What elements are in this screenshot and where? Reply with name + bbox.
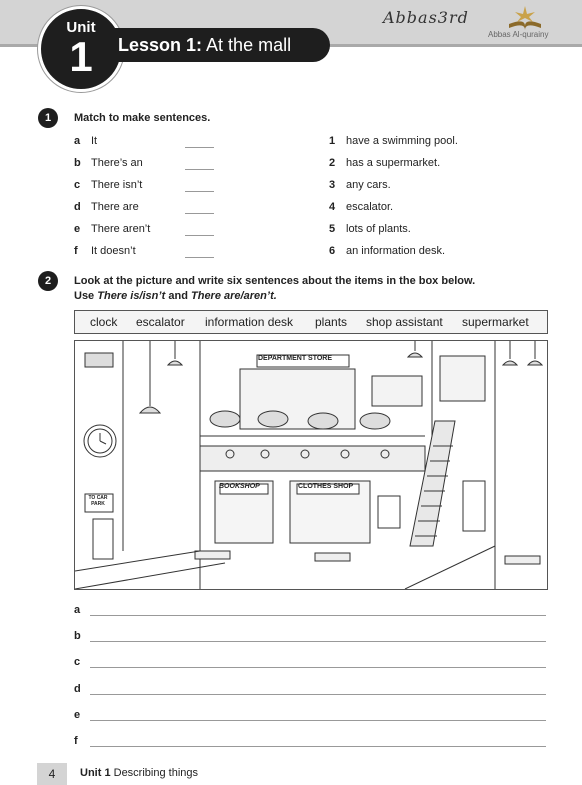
match-text: There’s an bbox=[91, 157, 143, 169]
footer-unit: Unit 1 bbox=[80, 767, 111, 779]
exercise-2-number: 2 bbox=[38, 271, 58, 291]
footer-title: Describing things bbox=[113, 767, 198, 779]
match-number: 4 bbox=[329, 201, 336, 213]
match-text: It bbox=[91, 135, 98, 147]
lesson-title-banner bbox=[100, 28, 330, 62]
logo-caption: Abbas Al-qurainy bbox=[488, 30, 549, 39]
footer-text bbox=[80, 767, 198, 779]
phrase-there-are: There are/aren’t. bbox=[191, 290, 277, 302]
answer-blank[interactable] bbox=[185, 235, 214, 236]
match-letter: c bbox=[74, 179, 81, 191]
match-text: an information desk. bbox=[346, 245, 446, 257]
writing-line[interactable] bbox=[90, 615, 546, 616]
book-logo-icon bbox=[505, 4, 545, 30]
department-store-sign: DEPARTMENT STORE bbox=[258, 355, 333, 362]
match-number: 6 bbox=[329, 245, 336, 257]
match-letter: e bbox=[74, 223, 81, 235]
match-text: There aren’t bbox=[91, 223, 151, 235]
match-letter: a bbox=[74, 135, 81, 147]
word-item: escalator bbox=[136, 315, 185, 329]
word-item: shop assistant bbox=[366, 315, 443, 329]
bookshop-sign: BOOKSHOP bbox=[219, 483, 260, 490]
match-text: escalator. bbox=[346, 201, 394, 213]
match-text: any cars. bbox=[346, 179, 391, 191]
answer-blank[interactable] bbox=[185, 147, 214, 148]
match-number: 1 bbox=[329, 135, 336, 147]
write-letter: b bbox=[74, 630, 81, 642]
match-letter: f bbox=[74, 245, 78, 257]
answer-blank[interactable] bbox=[185, 257, 214, 258]
answer-blank[interactable] bbox=[185, 213, 214, 214]
match-letter: b bbox=[74, 157, 81, 169]
writing-line[interactable] bbox=[90, 641, 546, 642]
writing-line[interactable] bbox=[90, 667, 546, 668]
match-text: It doesn’t bbox=[91, 245, 136, 257]
write-letter: a bbox=[74, 604, 81, 616]
lesson-title: At the mall bbox=[206, 35, 292, 55]
page-number: 4 bbox=[37, 763, 67, 785]
word-item: supermarket bbox=[462, 315, 529, 329]
write-letter: e bbox=[74, 709, 81, 721]
match-number: 5 bbox=[329, 223, 336, 235]
exercise-1-number: 1 bbox=[38, 108, 58, 128]
writing-line[interactable] bbox=[90, 746, 546, 747]
exercise-1-instruction: Match to make sentences. bbox=[74, 112, 211, 124]
answer-blank[interactable] bbox=[185, 169, 214, 170]
word-item: plants bbox=[315, 315, 348, 329]
write-letter: c bbox=[74, 656, 81, 668]
match-number: 3 bbox=[329, 179, 336, 191]
match-text: has a supermarket. bbox=[346, 157, 441, 169]
and-word: and bbox=[168, 290, 188, 302]
car-park-sign: TO CAR PARK bbox=[88, 495, 108, 507]
word-box bbox=[74, 310, 548, 334]
lesson-prefix: Lesson 1: bbox=[118, 35, 203, 55]
exercise-2-instruction-use bbox=[74, 290, 277, 302]
match-number: 2 bbox=[329, 157, 336, 169]
match-text: lots of plants. bbox=[346, 223, 411, 235]
write-letter: f bbox=[74, 735, 78, 747]
use-word: Use bbox=[74, 290, 95, 302]
exercise-2-instruction: Look at the picture and write six sentences about the items in the box below. bbox=[74, 275, 476, 287]
writing-line[interactable] bbox=[90, 720, 546, 721]
word-item: information desk bbox=[205, 315, 294, 329]
match-text: There isn’t bbox=[91, 179, 143, 191]
word-item: clock bbox=[90, 315, 118, 329]
answer-blank[interactable] bbox=[185, 191, 214, 192]
unit-label: Unit bbox=[66, 19, 96, 36]
signature: Abbas3rd bbox=[383, 8, 469, 27]
writing-line[interactable] bbox=[90, 694, 546, 695]
match-text: have a swimming pool. bbox=[346, 135, 458, 147]
unit-number: 1 bbox=[69, 33, 93, 80]
clothes-shop-sign: CLOTHES SHOP bbox=[298, 483, 354, 490]
match-letter: d bbox=[74, 201, 81, 213]
mall-illustration bbox=[74, 340, 548, 590]
phrase-there-is: There is/isn’t bbox=[97, 290, 166, 302]
write-letter: d bbox=[74, 683, 81, 695]
match-text: There are bbox=[91, 201, 139, 213]
